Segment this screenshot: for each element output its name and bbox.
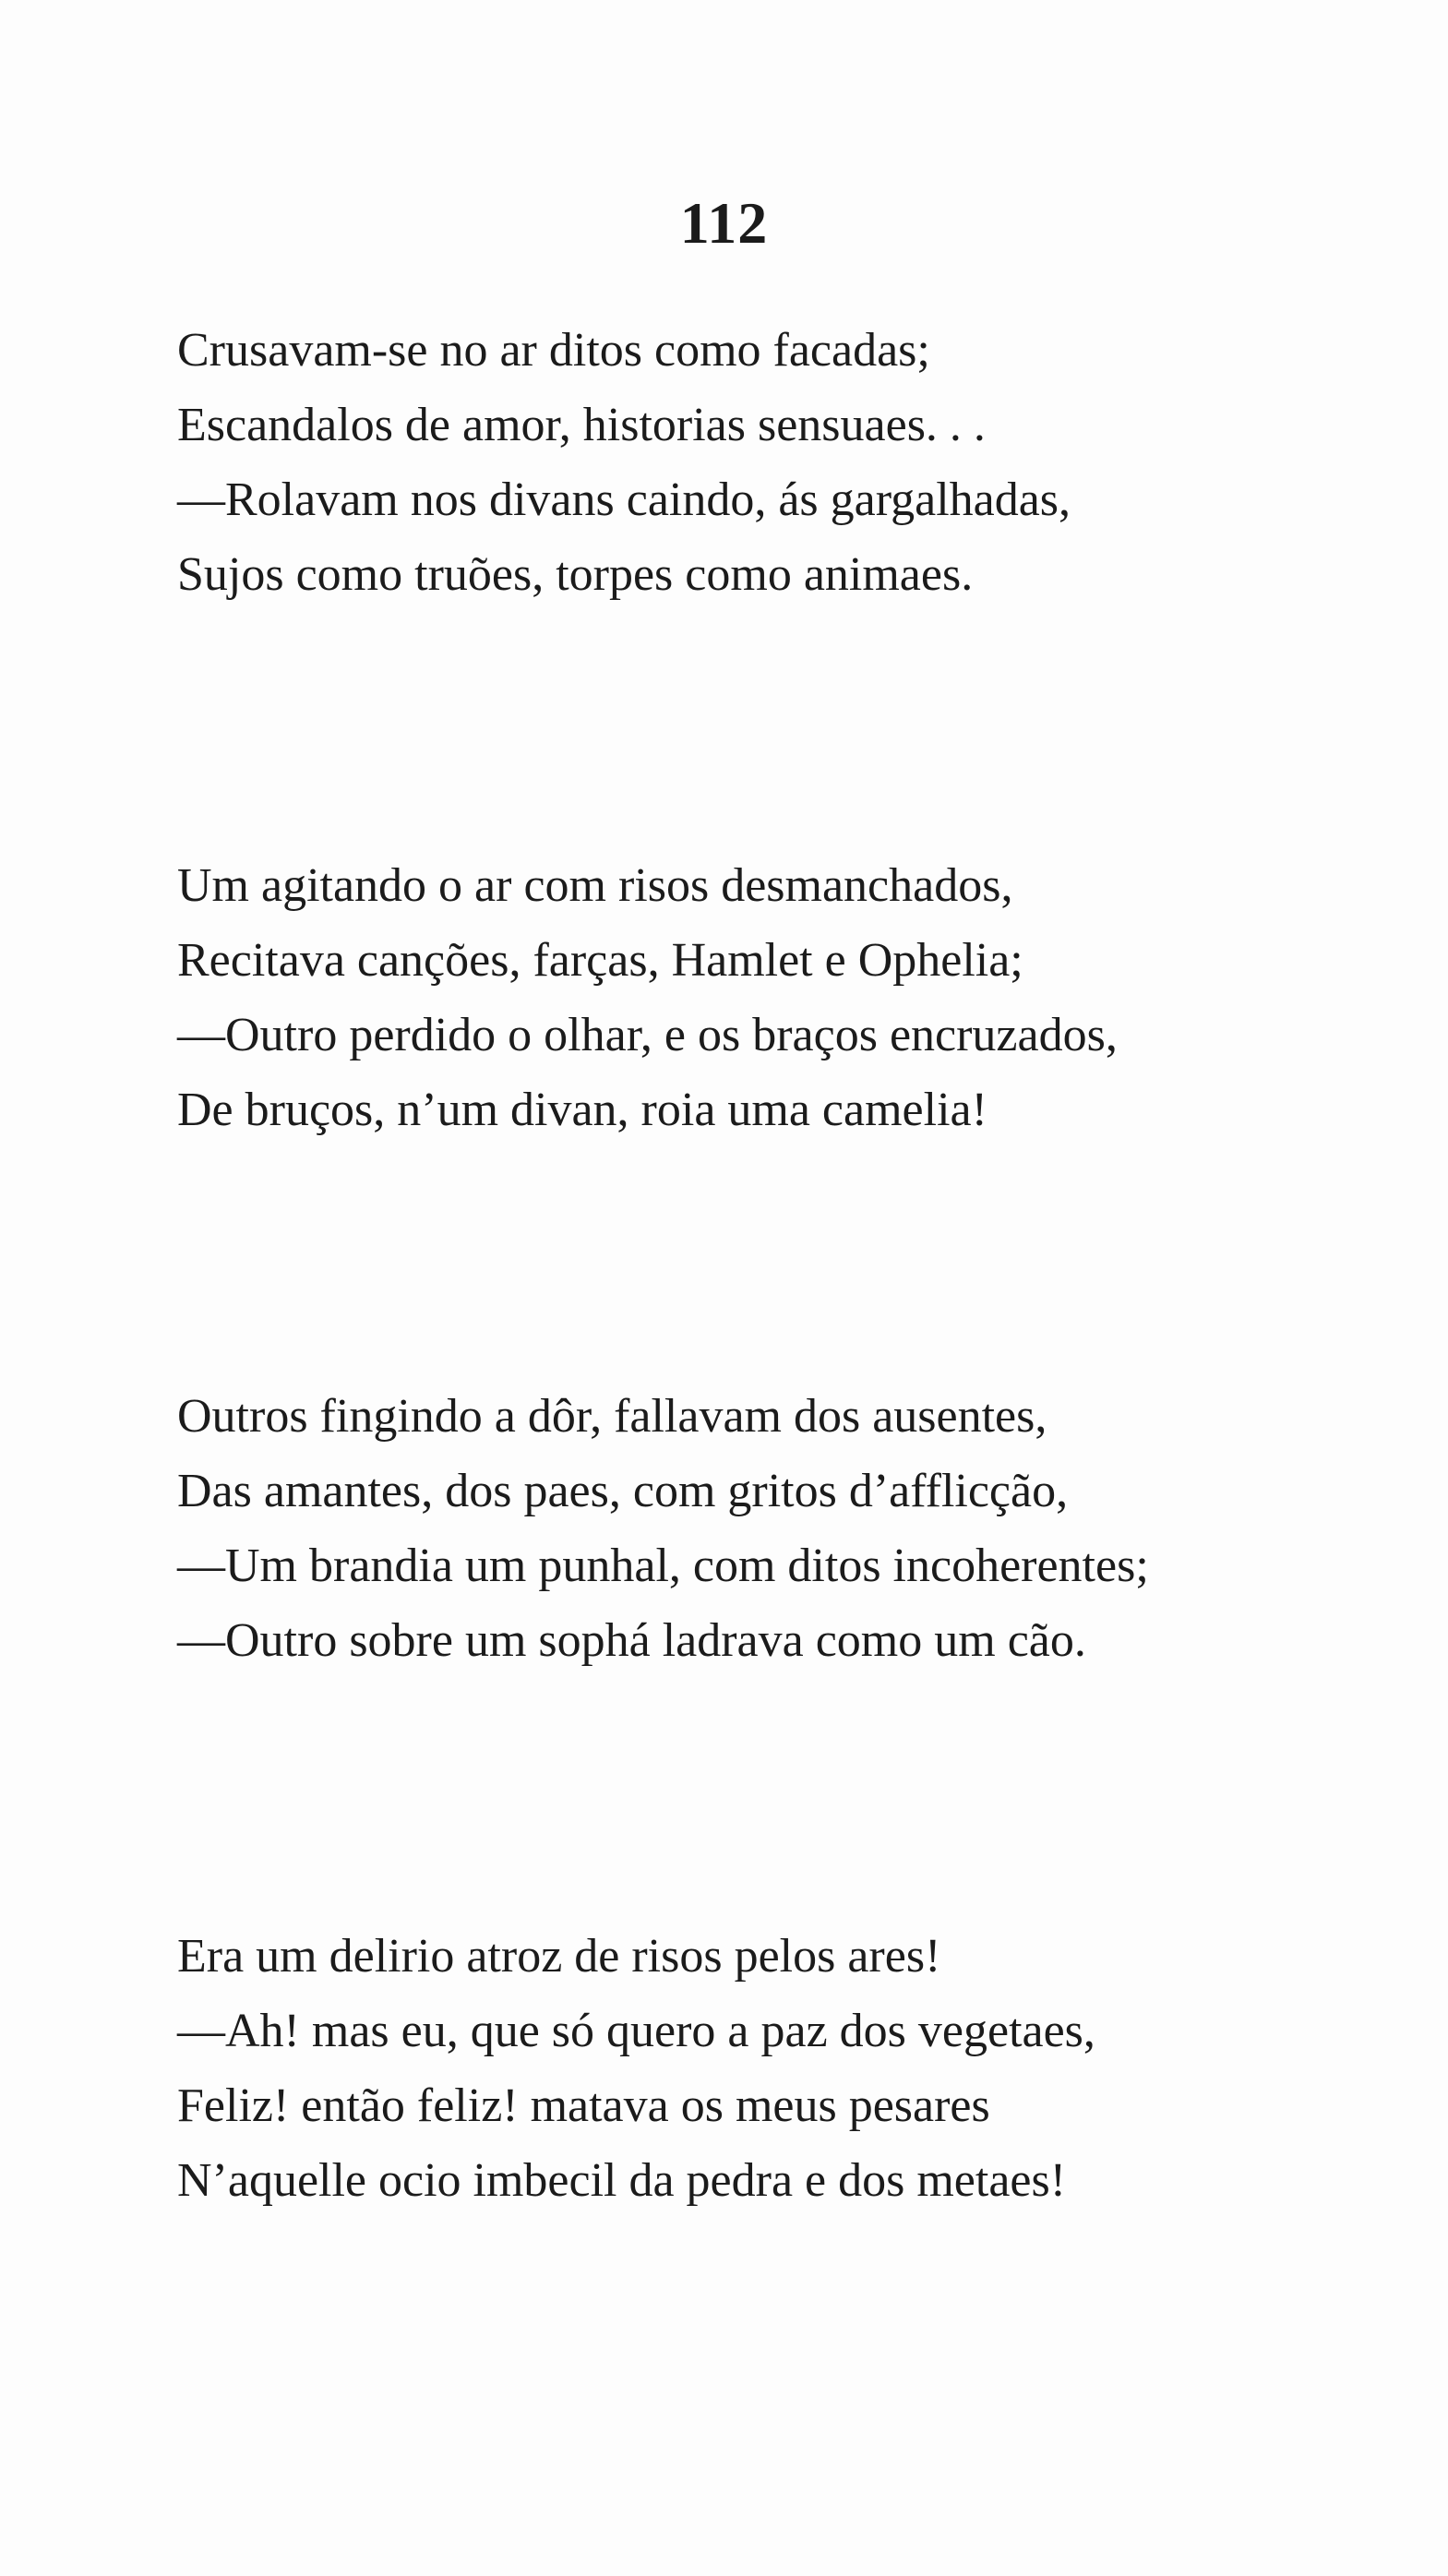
verse-line: Das amantes, dos paes, com gritos d’afflicção, <box>177 1465 1069 1517</box>
page-number: 112 <box>679 190 769 256</box>
verse-line: Recitava canções, farças, Hamlet e Ophelia; <box>177 934 1023 987</box>
verse-line: Outros fingindo a dôr, fallavam dos ausentes, <box>177 1390 1047 1443</box>
verse-line: Um agitando o ar com risos desmanchados, <box>177 859 1013 912</box>
verse-line: —Outro sobre um sophá ladrava como um cão. <box>177 1614 1086 1667</box>
verse-line: —Rolavam nos divans caindo, ás gargalhadas, <box>177 473 1071 526</box>
verse-line: N’aquelle ocio imbecil da pedra e dos metaes! <box>177 2154 1067 2207</box>
stanza-3 <box>177 1379 1414 1678</box>
verse-line: Feliz! então feliz! matava os meus pesares <box>177 2079 990 2132</box>
verse-line: Era um delirio atroz de risos pelos ares! <box>177 1930 941 1983</box>
verse-line: Sujos como truões, torpes como animaes. <box>177 548 974 601</box>
stanza-2 <box>177 848 1414 1147</box>
stanza-1 <box>177 313 1414 612</box>
verse-line: De bruços, n’um divan, roia uma camelia! <box>177 1084 987 1136</box>
verse-line: —Ah! mas eu, que só quero a paz dos vegetaes, <box>177 2005 1095 2057</box>
stanza-4 <box>177 1919 1414 2218</box>
verse-line: —Outro perdido o olhar, e os braços encruzados, <box>177 1009 1118 1061</box>
verse-line: —Um brandia um punhal, com ditos incoherentes; <box>177 1540 1149 1592</box>
verse-line: Escandalos de amor, historias sensuaes. . . <box>177 399 986 451</box>
verse-line: Crusavam-se no ar ditos como facadas; <box>177 324 930 377</box>
